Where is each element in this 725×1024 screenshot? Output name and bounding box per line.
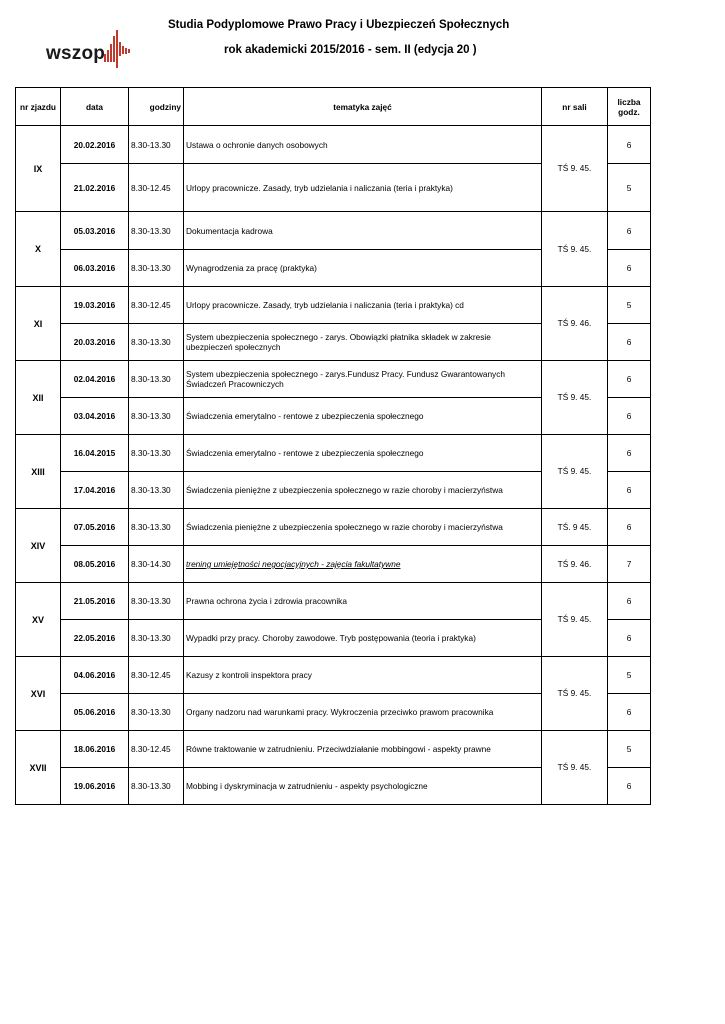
zjazd-number: IX xyxy=(16,126,61,212)
row-hours-count: 6 xyxy=(608,620,651,657)
row-topic xyxy=(184,435,542,472)
header-nr-zjazdu: nr zjazdu xyxy=(16,88,61,126)
table-row xyxy=(16,212,651,250)
table-row xyxy=(16,583,651,620)
row-hours: 8.30-13.30 xyxy=(129,620,184,657)
row-topic-text: Dokumentacja kadrowa xyxy=(186,225,273,236)
row-topic xyxy=(184,250,542,287)
row-hours-count: 5 xyxy=(608,287,651,324)
row-topic-text: Świadczenia emerytalno - rentowe z ubezpieczenia społecznego xyxy=(186,411,424,421)
row-topic-text: Kazusy z kontroli inspektora pracy xyxy=(186,670,312,680)
header-liczba-godz: liczba godz. xyxy=(608,88,651,126)
header-nr-sali: nr sali xyxy=(542,88,608,126)
row-date: 21.05.2016 xyxy=(61,583,129,620)
row-topic xyxy=(184,126,542,164)
row-hours-count: 6 xyxy=(608,694,651,731)
table-row xyxy=(16,509,651,546)
table-row xyxy=(16,731,651,768)
row-hours: 8.30-13.30 xyxy=(129,435,184,472)
row-topic-text: Równe traktowanie w zatrudnieniu. Przeciwdziałanie mobbingowi - aspekty prawne xyxy=(186,744,491,754)
row-date: 02.04.2016 xyxy=(61,361,129,398)
row-topic xyxy=(184,472,542,509)
row-date: 18.06.2016 xyxy=(61,731,129,768)
room-number: TŚ 9. 45. xyxy=(542,731,608,805)
row-hours-count: 6 xyxy=(608,509,651,546)
row-hours: 8.30-13.30 xyxy=(129,212,184,250)
row-date: 20.03.2016 xyxy=(61,324,129,361)
room-number: TŚ 9. 45. xyxy=(542,212,608,287)
row-date: 05.03.2016 xyxy=(61,212,129,250)
row-date: 08.05.2016 xyxy=(61,546,129,583)
schedule-table xyxy=(15,87,651,805)
row-topic xyxy=(184,398,542,435)
row-topic xyxy=(184,620,542,657)
row-topic xyxy=(184,731,542,768)
row-topic-text: System ubezpieczenia społecznego - zarys. Obowiązki płatnika składek w zakresie ubezpieczeń społecznych xyxy=(186,332,491,352)
table-row xyxy=(16,287,651,324)
table-row xyxy=(16,546,651,583)
row-date: 05.06.2016 xyxy=(61,694,129,731)
wszop-logo xyxy=(46,28,142,72)
row-hours-count: 5 xyxy=(608,164,651,212)
room-number: TŚ. 9 45. xyxy=(542,509,608,546)
row-topic xyxy=(184,583,542,620)
row-date: 22.05.2016 xyxy=(61,620,129,657)
row-hours-count: 6 xyxy=(608,250,651,287)
table-row xyxy=(16,657,651,694)
row-hours-count: 6 xyxy=(608,583,651,620)
room-number: TŚ 9. 46. xyxy=(542,546,608,583)
row-hours: 8.30-13.30 xyxy=(129,472,184,509)
zjazd-number: XI xyxy=(16,287,61,361)
row-hours: 8.30-12.45 xyxy=(129,287,184,324)
row-topic xyxy=(184,164,542,212)
zjazd-number: XIV xyxy=(16,509,61,583)
row-topic xyxy=(184,212,542,250)
table-row xyxy=(16,435,651,472)
row-hours-count: 5 xyxy=(608,657,651,694)
room-number: TŚ 9. 45. xyxy=(542,361,608,435)
row-topic-text: Świadczenia pieniężne z ubezpieczenia społecznego w razie choroby i macierzyństwa xyxy=(186,522,503,532)
room-number: TŚ 9. 45. xyxy=(542,657,608,731)
row-topic xyxy=(184,546,542,583)
row-hours: 8.30-13.30 xyxy=(129,583,184,620)
row-hours: 8.30-12.45 xyxy=(129,164,184,212)
row-hours-count: 6 xyxy=(608,126,651,164)
row-hours-count: 6 xyxy=(608,361,651,398)
row-hours-count: 6 xyxy=(608,212,651,250)
row-topic-text: Urlopy pracownicze. Zasady, tryb udzielania i naliczania (teria i praktyka) xyxy=(186,182,453,193)
row-date: 19.06.2016 xyxy=(61,768,129,805)
logo-text: wszop xyxy=(46,43,106,64)
row-hours-count: 6 xyxy=(608,324,651,361)
row-hours-count: 6 xyxy=(608,768,651,805)
row-topic-text: Prawna ochrona życia i zdrowia pracownika xyxy=(186,596,347,606)
table-row xyxy=(16,126,651,164)
row-topic-text: Mobbing i dyskryminacja w zatrudnieniu - aspekty psychologiczne xyxy=(186,781,428,791)
page-title: Studia Podyplomowe Prawo Pracy i Ubezpieczeń Społecznych xyxy=(168,19,510,31)
row-hours: 8.30-12.45 xyxy=(129,731,184,768)
row-topic xyxy=(184,657,542,694)
row-topic xyxy=(184,361,542,398)
room-number: TŚ 9. 45. xyxy=(542,126,608,212)
row-topic-text: Świadczenia emerytalno - rentowe z ubezpieczenia społecznego xyxy=(186,448,424,458)
room-number: TŚ 9. 46. xyxy=(542,287,608,361)
row-hours: 8.30-12.45 xyxy=(129,657,184,694)
row-topic xyxy=(184,694,542,731)
row-hours-count: 6 xyxy=(608,435,651,472)
row-hours: 8.30-14.30 xyxy=(129,546,184,583)
row-topic-text: Ustawa o ochronie danych osobowych xyxy=(186,139,328,150)
row-topic-text: System ubezpieczenia społecznego - zarys.Fundusz Pracy. Fundusz Gwarantowanych Świadczeń Pracowniczych xyxy=(186,369,505,389)
schedule-body xyxy=(16,126,651,805)
table-header-row xyxy=(16,88,651,126)
room-number: TŚ 9. 45. xyxy=(542,583,608,657)
row-hours: 8.30-13.30 xyxy=(129,509,184,546)
row-topic-text: Wypadki przy pracy. Choroby zawodowe. Tryb postępowania (teoria i praktyka) xyxy=(186,633,476,643)
row-date: 03.04.2016 xyxy=(61,398,129,435)
row-topic xyxy=(184,509,542,546)
table-row xyxy=(16,361,651,398)
row-date: 04.06.2016 xyxy=(61,657,129,694)
row-topic xyxy=(184,324,542,361)
row-topic-text: Urlopy pracownicze. Zasady, tryb udzielania i naliczania (teria i praktyka) cd xyxy=(186,300,464,310)
row-hours-count: 7 xyxy=(608,546,651,583)
row-date: 19.03.2016 xyxy=(61,287,129,324)
row-topic xyxy=(184,768,542,805)
row-date: 21.02.2016 xyxy=(61,164,129,212)
row-topic-text: Wynagrodzenia za pracę (praktyka) xyxy=(186,263,317,273)
row-date: 07.05.2016 xyxy=(61,509,129,546)
header-data: data xyxy=(61,88,129,126)
header-godziny: godziny xyxy=(129,88,184,126)
row-topic xyxy=(184,287,542,324)
zjazd-number: XVII xyxy=(16,731,61,805)
room-number: TŚ 9. 45. xyxy=(542,435,608,509)
zjazd-number: XII xyxy=(16,361,61,435)
row-hours-count: 5 xyxy=(608,731,651,768)
row-date: 16.04.2015 xyxy=(61,435,129,472)
zjazd-number: XVI xyxy=(16,657,61,731)
row-topic-text: Organy nadzoru nad warunkami pracy. Wykroczenia przeciwko prawom pracownika xyxy=(186,707,494,717)
row-hours: 8.30-13.30 xyxy=(129,126,184,164)
row-date: 20.02.2016 xyxy=(61,126,129,164)
row-hours: 8.30-13.30 xyxy=(129,398,184,435)
row-hours: 8.30-13.30 xyxy=(129,768,184,805)
row-hours: 8.30-13.30 xyxy=(129,250,184,287)
zjazd-number: XIII xyxy=(16,435,61,509)
row-hours: 8.30-13.30 xyxy=(129,324,184,361)
row-date: 17.04.2016 xyxy=(61,472,129,509)
zjazd-number: X xyxy=(16,212,61,287)
row-hours: 8.30-13.30 xyxy=(129,361,184,398)
zjazd-number: XV xyxy=(16,583,61,657)
row-topic-text: Świadczenia pieniężne z ubezpieczenia społecznego w razie choroby i macierzyństwa xyxy=(186,485,503,495)
row-topic-text: trening umiejętności negocjacyjnych - zajęcia fakultatywne xyxy=(186,559,401,569)
row-date: 06.03.2016 xyxy=(61,250,129,287)
row-hours-count: 6 xyxy=(608,472,651,509)
page-subtitle: rok akademicki 2015/2016 - sem. II (edycja 20 ) xyxy=(224,44,477,56)
row-hours-count: 6 xyxy=(608,398,651,435)
header-tematyka: tematyka zajęć xyxy=(184,88,542,126)
row-hours: 8.30-13.30 xyxy=(129,694,184,731)
